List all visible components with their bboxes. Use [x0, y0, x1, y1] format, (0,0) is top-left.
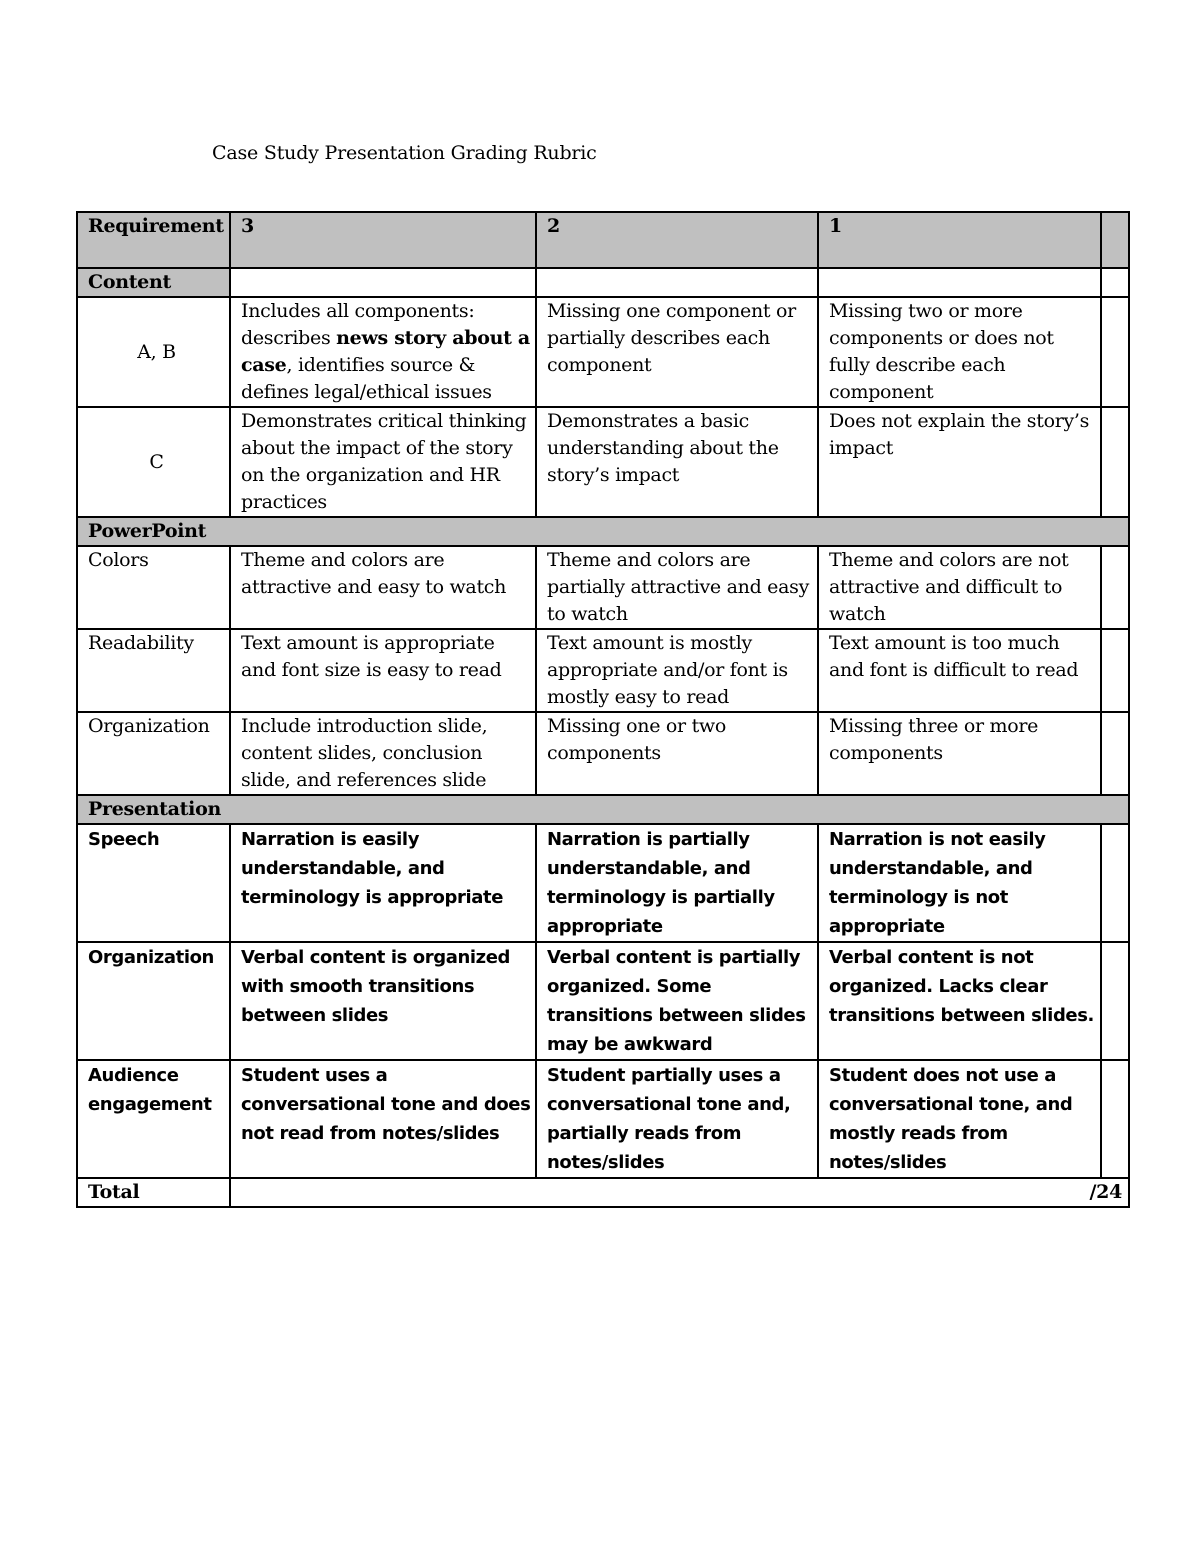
- row-ab-score-1: Missing two or more components or does not fully describe each component: [818, 297, 1101, 407]
- row-readability-score-3: Text amount is appropriate and font size is easy to read: [230, 629, 536, 712]
- row-colors-points: [1101, 546, 1129, 629]
- row-ab-score-3-text: Includes all components: describes: [241, 300, 475, 349]
- row-c-score-3: Demonstrates critical thinking about the impact of the story on the organization and HR practices: [230, 407, 536, 517]
- row-pres-organization-points: [1101, 942, 1129, 1060]
- row-ab-label: A, B: [77, 297, 230, 407]
- section-presentation: Presentation: [77, 795, 1129, 824]
- row-c-score-1: Does not explain the story’s impact: [818, 407, 1101, 517]
- row-readability: [77, 629, 1129, 712]
- row-c-score-2: Demonstrates a basic understanding about the story’s impact: [536, 407, 818, 517]
- row-c: [77, 407, 1129, 517]
- row-ppt-organization-score-2: Missing one or two components: [536, 712, 818, 795]
- row-ab-points: [1101, 297, 1129, 407]
- row-audience: [77, 1060, 1129, 1178]
- header-row: [77, 212, 1129, 268]
- row-audience-score-1: Student does not use a conversational tone, and mostly reads from notes/slides: [818, 1060, 1101, 1178]
- row-ppt-organization-score-3: Include introduction slide, content slides, conclusion slide, and references slide: [230, 712, 536, 795]
- row-audience-score-2: Student partially uses a conversational tone and, partially reads from notes/slides: [536, 1060, 818, 1178]
- row-colors-score-3: Theme and colors are attractive and easy to watch: [230, 546, 536, 629]
- row-colors: [77, 546, 1129, 629]
- row-colors-score-1: Theme and colors are not attractive and difficult to watch: [818, 546, 1101, 629]
- row-ab-score-3-text-end: , identifies source & defines legal/ethical issues: [241, 354, 492, 403]
- header-score-2: 2: [536, 212, 818, 268]
- row-speech-score-3: Narration is easily understandable, and terminology is appropriate: [230, 824, 536, 942]
- section-content: Content: [77, 268, 230, 297]
- row-ab: [77, 297, 1129, 407]
- row-speech-points: [1101, 824, 1129, 942]
- row-readability-score-2: Text amount is mostly appropriate and/or font is mostly easy to read: [536, 629, 818, 712]
- header-score-3: 3: [230, 212, 536, 268]
- row-speech-score-2: Narration is partially understandable, and terminology is partially appropriate: [536, 824, 818, 942]
- row-c-points: [1101, 407, 1129, 517]
- row-ab-score-3: [230, 297, 536, 407]
- section-powerpoint: PowerPoint: [77, 517, 1129, 546]
- row-audience-label: Audience engagement: [77, 1060, 230, 1178]
- section-content-blank: [230, 268, 536, 297]
- row-pres-organization: [77, 942, 1129, 1060]
- section-powerpoint-row: [77, 517, 1129, 546]
- row-ab-score-2: Missing one component or partially describes each component: [536, 297, 818, 407]
- section-content-blank: [818, 268, 1101, 297]
- row-pres-organization-label: Organization: [77, 942, 230, 1060]
- row-ppt-organization: [77, 712, 1129, 795]
- row-readability-label: Readability: [77, 629, 230, 712]
- document-title: Case Study Presentation Grading Rubric: [212, 142, 597, 164]
- section-content-blank: [1101, 268, 1129, 297]
- section-presentation-row: [77, 795, 1129, 824]
- grading-rubric-table: [76, 211, 1130, 1208]
- row-readability-score-1: Text amount is too much and font is difficult to read: [818, 629, 1101, 712]
- row-ppt-organization-score-1: Missing three or more components: [818, 712, 1101, 795]
- section-content-blank: [536, 268, 818, 297]
- header-points: [1101, 212, 1129, 268]
- row-pres-organization-score-2: Verbal content is partially organized. Some transitions between slides may be awkward: [536, 942, 818, 1060]
- row-c-label: C: [77, 407, 230, 517]
- row-audience-score-3: Student uses a conversational tone and does not read from notes/slides: [230, 1060, 536, 1178]
- row-speech: [77, 824, 1129, 942]
- row-pres-organization-score-1: Verbal content is not organized. Lacks clear transitions between slides.: [818, 942, 1101, 1060]
- section-content-row: [77, 268, 1129, 297]
- row-ppt-organization-label: Organization: [77, 712, 230, 795]
- row-total-score: /24: [230, 1178, 1129, 1207]
- row-colors-label: Colors: [77, 546, 230, 629]
- row-readability-points: [1101, 629, 1129, 712]
- row-audience-points: [1101, 1060, 1129, 1178]
- row-total: [77, 1178, 1129, 1207]
- row-colors-score-2: Theme and colors are partially attractive and easy to watch: [536, 546, 818, 629]
- row-speech-label: Speech: [77, 824, 230, 942]
- row-ppt-organization-points: [1101, 712, 1129, 795]
- header-score-1: 1: [818, 212, 1101, 268]
- row-speech-score-1: Narration is not easily understandable, and terminology is not appropriate: [818, 824, 1101, 942]
- row-pres-organization-score-3: Verbal content is organized with smooth transitions between slides: [230, 942, 536, 1060]
- header-requirement: Requirement: [77, 212, 230, 268]
- row-ab-score-3-bold: news story about a case: [241, 327, 530, 376]
- row-total-label: Total: [77, 1178, 230, 1207]
